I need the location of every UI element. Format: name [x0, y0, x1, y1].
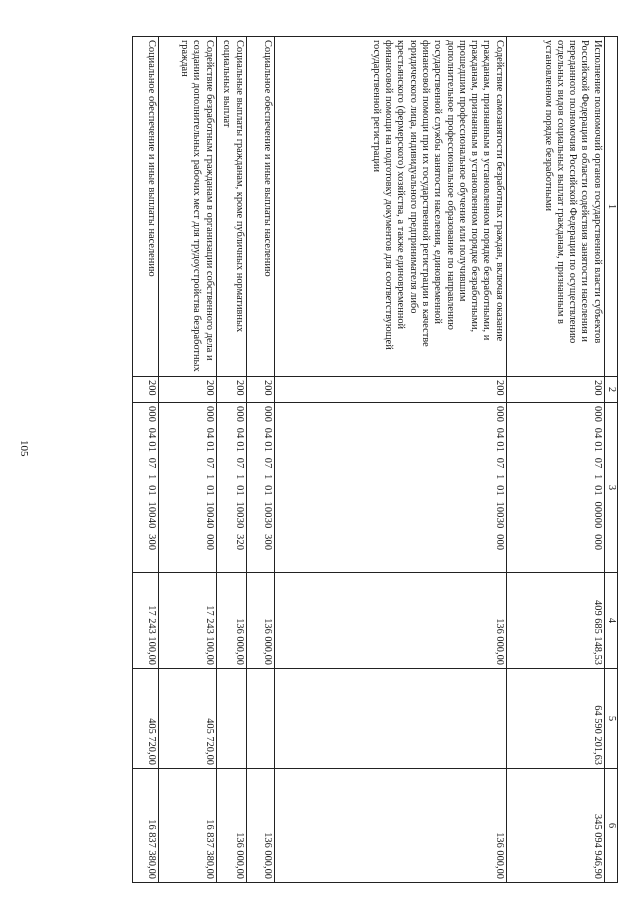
- row-classification: 000 04 01 07 1 01 10030 320: [216, 403, 246, 573]
- row-code: 200: [246, 377, 274, 403]
- row-classification: 000 04 01 07 1 01 00000 000: [506, 403, 604, 573]
- row-name: Социальное обеспечение и иные выплаты населению: [132, 37, 158, 377]
- row-value-5: [246, 669, 274, 769]
- row-name: Исполнение полномочий органов государственной власти субъектов Российской Федерации в области содействия занятости населения и переданного полномочия Российской Федерации по осуществлению отдельных видов социальных выплат гражданам, признанным в установленном порядке безработными: [506, 37, 604, 377]
- row-classification: 000 04 01 07 1 01 10040 300: [132, 403, 158, 573]
- row-value-6: 345 094 946,90: [506, 769, 604, 883]
- row-code: 200: [506, 377, 604, 403]
- row-value-5: 405 720,00: [158, 669, 216, 769]
- column-header: 4: [604, 573, 617, 669]
- table-row: [246, 37, 274, 883]
- row-value-4: 136 000,00: [216, 573, 246, 669]
- row-value-4: 17 243 100,00: [158, 573, 216, 669]
- row-value-6: 16 837 380,00: [158, 769, 216, 883]
- row-value-5: [274, 669, 506, 769]
- row-code: 200: [216, 377, 246, 403]
- table-header-row: [604, 37, 617, 883]
- column-header: 3: [604, 403, 617, 573]
- row-value-5: 405 720,00: [132, 669, 158, 769]
- row-value-6: 136 000,00: [246, 769, 274, 883]
- page-number: 105: [18, 440, 30, 457]
- row-classification: 000 04 01 07 1 01 10030 300: [246, 403, 274, 573]
- column-header: 5: [604, 669, 617, 769]
- table-row: [158, 37, 216, 883]
- row-value-5: [216, 669, 246, 769]
- table-row: [274, 37, 506, 883]
- row-value-5: 64 590 201,63: [506, 669, 604, 769]
- column-header: 2: [604, 377, 617, 403]
- column-header: 1: [604, 37, 617, 377]
- row-value-4: 136 000,00: [246, 573, 274, 669]
- row-name: Содействие безработным гражданам в организации собственного дела и создании дополнительных рабочих мест для трудоустройства безработных граждан: [158, 37, 216, 377]
- row-value-6: 16 837 380,00: [132, 769, 158, 883]
- row-name: Социальные выплаты гражданам, кроме публичных нормативных социальных выплат: [216, 37, 246, 377]
- row-classification: 000 04 01 07 1 01 10040 000: [158, 403, 216, 573]
- budget-table: [132, 36, 618, 883]
- row-value-4: 136 000,00: [274, 573, 506, 669]
- table-row: [216, 37, 246, 883]
- row-classification: 000 04 01 07 1 01 10030 000: [274, 403, 506, 573]
- row-name: Содействие самозанятости безработных граждан, включая оказание гражданам, признанным в установленном порядке безработными, и гражданам, признанным в установленном порядке безработными, прошедшим профессиональное обучение или получившим дополнительное профессиональное образование по направлению государственной службы занятости населения, единовременной финансовой помощи при их государственной регистрации в качестве юридического лица, индивидуального предпринимателя либо крестьянского (фермерского) хозяйства, а также единовременной финансовой помощи на подготовку документов для соответствующей государственной регистрации: [274, 37, 506, 377]
- budget-table-sheet: [74, 36, 618, 882]
- row-value-6: 136 000,00: [216, 769, 246, 883]
- table-row: [132, 37, 158, 883]
- row-value-4: 17 243 100,00: [132, 573, 158, 669]
- row-value-4: 409 685 148,53: [506, 573, 604, 669]
- row-value-6: 136 000,00: [274, 769, 506, 883]
- row-code: 200: [158, 377, 216, 403]
- column-header: 6: [604, 769, 617, 883]
- row-name: Социальное обеспечение и иные выплаты населению: [246, 37, 274, 377]
- row-code: 200: [274, 377, 506, 403]
- table-row: [506, 37, 604, 883]
- row-code: 200: [132, 377, 158, 403]
